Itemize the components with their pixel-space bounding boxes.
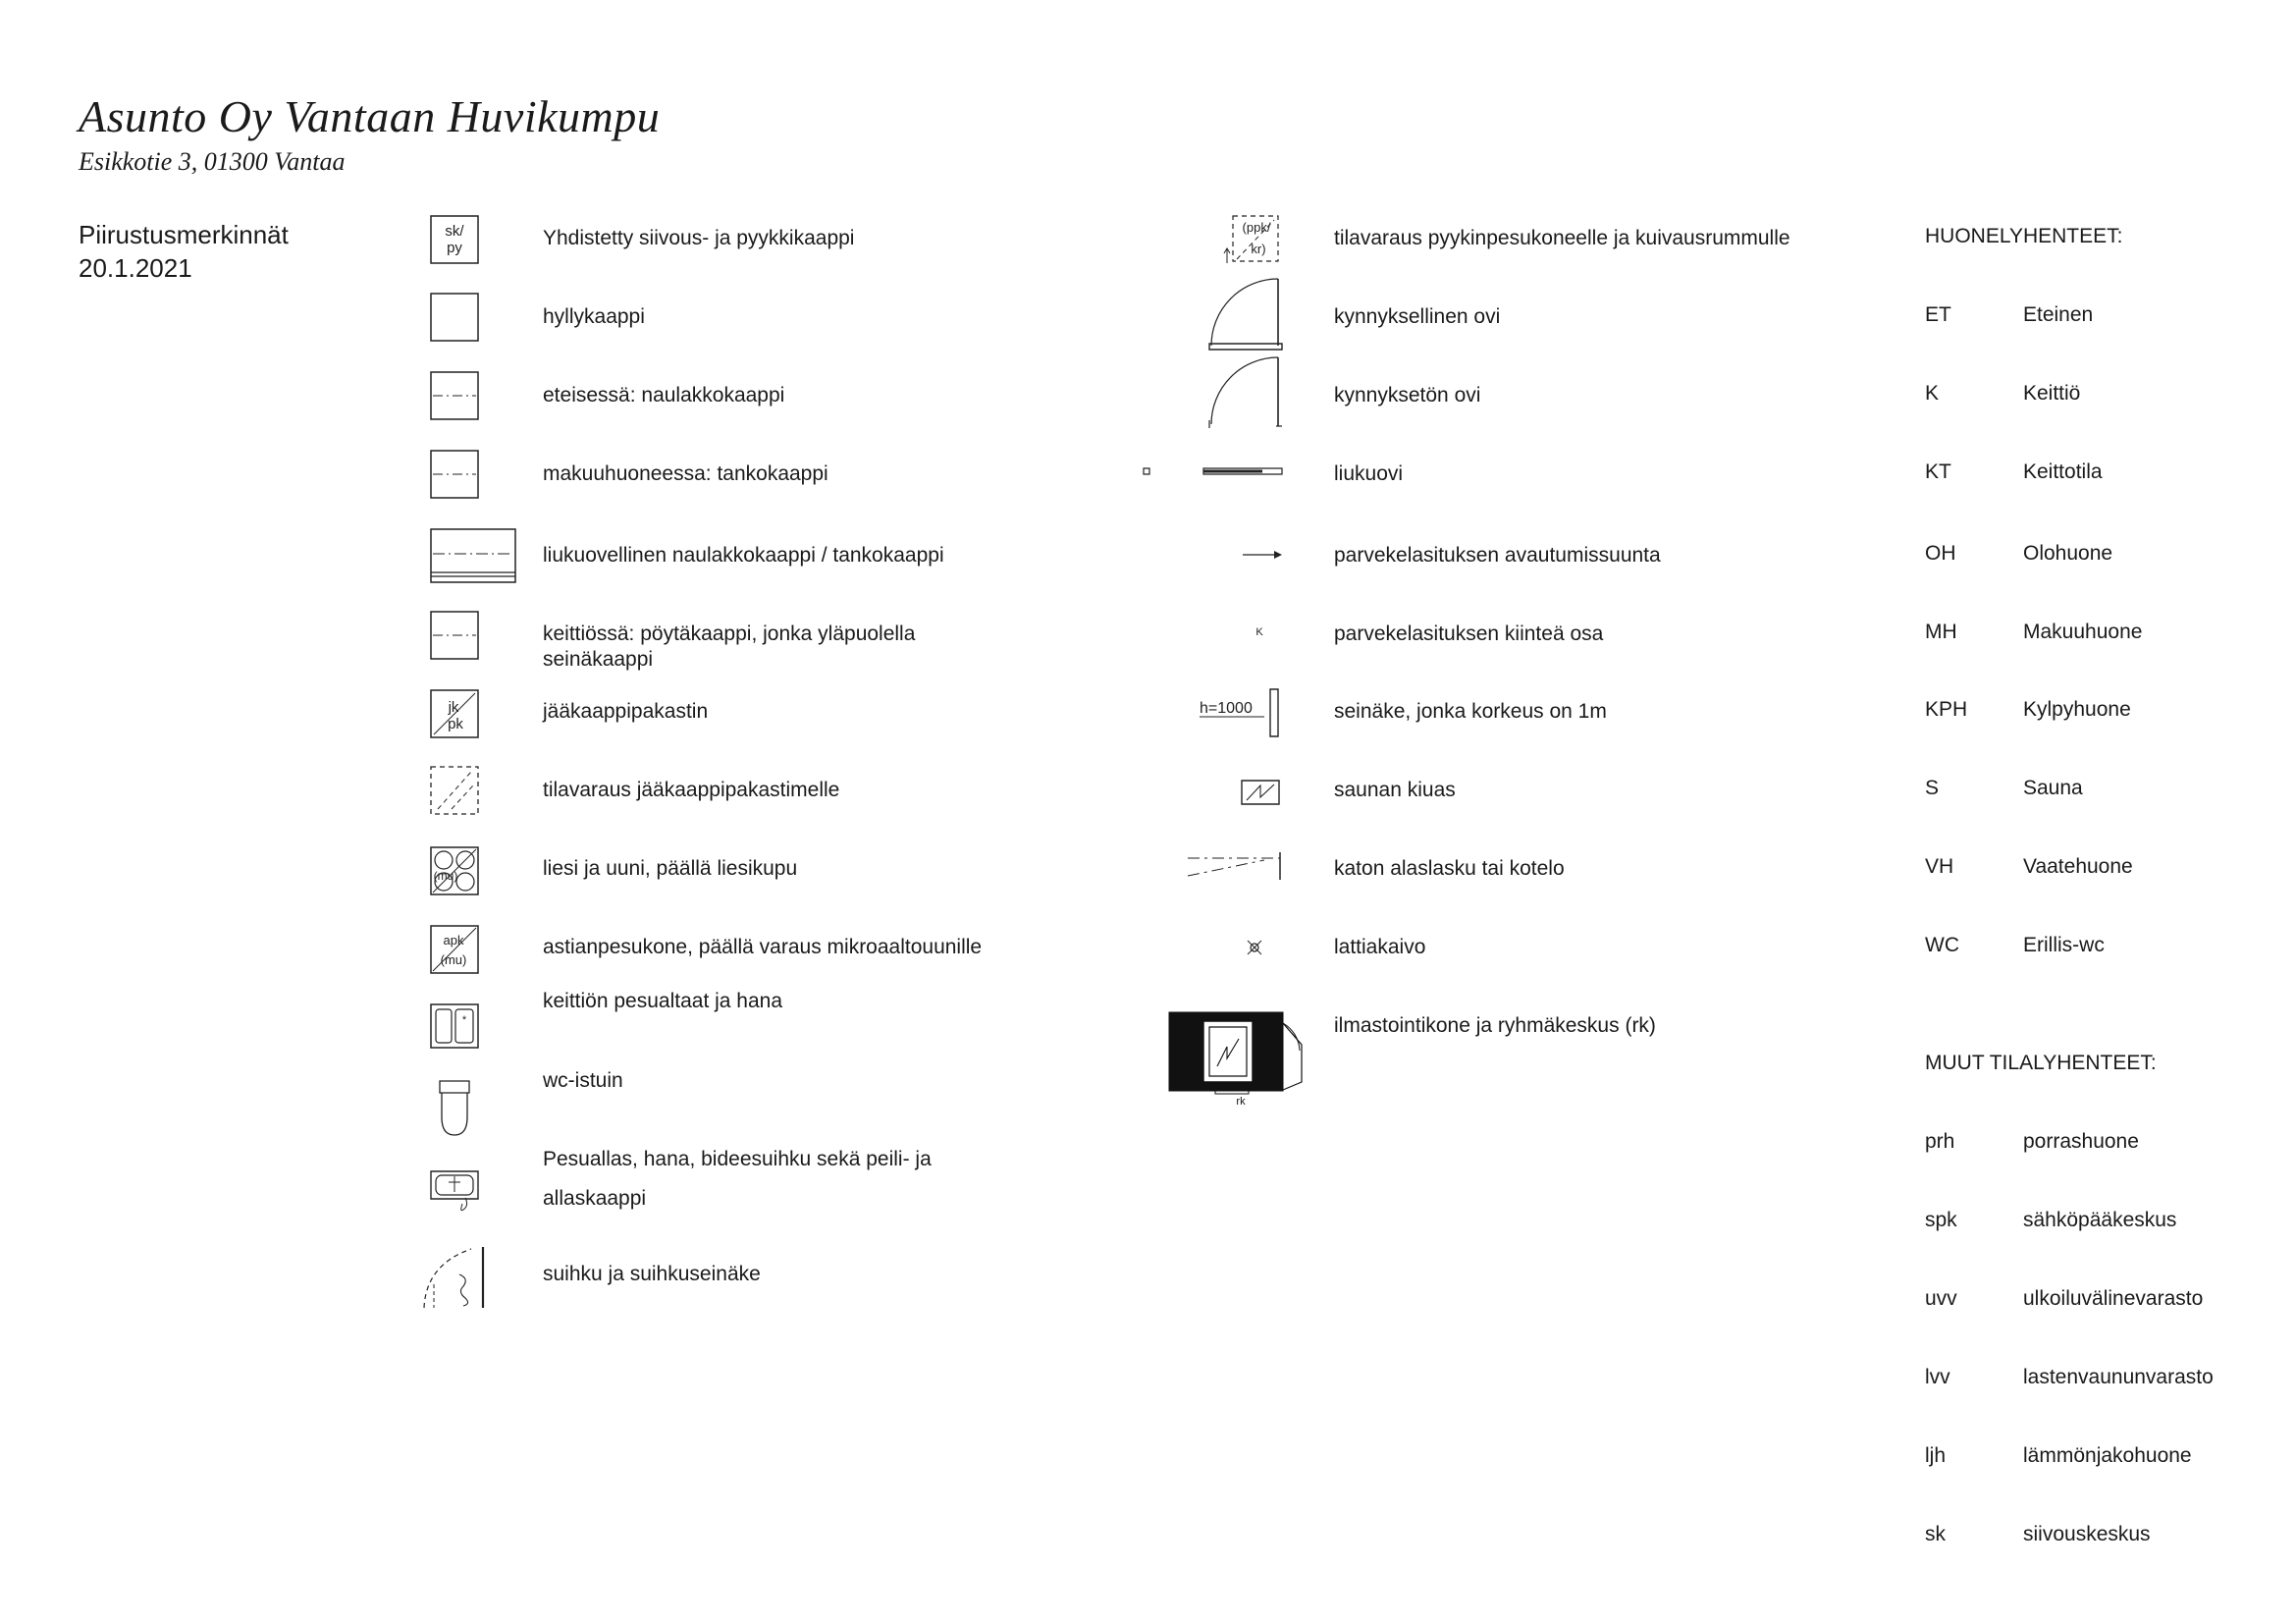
space-abbr: prh <box>1925 1130 1955 1153</box>
document-type: Piirustusmerkinnät <box>79 220 289 249</box>
symbol-label: seinäke, jonka korkeus on 1m <box>1334 700 1607 723</box>
svg-text:pk: pk <box>448 716 463 732</box>
svg-text:kr): kr) <box>1251 242 1266 256</box>
space-abbr: uvv <box>1925 1287 1957 1310</box>
svg-text:apk: apk <box>443 933 464 947</box>
room-abbr: ET <box>1925 303 1951 326</box>
fridge-space-reservation-icon <box>430 766 479 815</box>
symbol-label: wc-istuin <box>543 1069 623 1092</box>
symbol-label: lattiakaivo <box>1334 936 1426 958</box>
svg-text:sk/: sk/ <box>445 223 464 240</box>
symbol-label: parvekelasituksen kiinteä osa <box>1334 623 1604 645</box>
room-abbr: K <box>1925 382 1940 405</box>
svg-text:py: py <box>447 240 462 256</box>
symbol-label: ilmastointikone ja ryhmäkeskus (rk) <box>1334 1014 1656 1037</box>
symbol-label-line2: allaskaappi <box>543 1187 647 1210</box>
symbol-label: eteisessä: naulakkokaappi <box>543 384 785 406</box>
svg-text:(ppk/: (ppk/ <box>1242 220 1271 235</box>
room-name: Kylpyhuone <box>2023 698 2131 721</box>
sliding-door-icon <box>1143 463 1286 479</box>
space-name: siivouskeskus <box>2023 1523 2151 1545</box>
symbol-label: makuuhuoneessa: tankokaappi <box>543 462 828 485</box>
stove-oven-icon <box>430 846 479 895</box>
washer-dryer-space-icon <box>1223 214 1282 265</box>
fixed-glazing-icon <box>1253 624 1266 638</box>
space-name: porrashuone <box>2023 1130 2139 1153</box>
space-name: lastenvaununvarasto <box>2023 1366 2214 1388</box>
floor-drain-icon <box>1245 938 1264 957</box>
room-name: Vaatehuone <box>2023 855 2133 878</box>
coat-cabinet-icon <box>430 371 479 420</box>
space-name: sähköpääkeskus <box>2023 1209 2177 1231</box>
space-name: lämmönjakohuone <box>2023 1444 2192 1467</box>
symbol-label: hyllykaappi <box>543 305 645 328</box>
other-abbreviations-heading: MUUT TILALYHENTEET: <box>1925 1052 2157 1074</box>
room-abbr: KT <box>1925 460 1951 483</box>
room-name: Makuuhuone <box>2023 621 2143 643</box>
kitchen-cabinet-icon <box>430 611 479 660</box>
fridge-freezer-icon <box>430 689 479 738</box>
toilet-icon <box>439 1080 470 1137</box>
dishwasher-icon <box>430 925 479 974</box>
symbol-label: liesi ja uuni, päällä liesikupu <box>543 857 798 880</box>
space-abbr: ljh <box>1925 1444 1947 1467</box>
room-name: Olohuone <box>2023 542 2113 565</box>
space-abbr: lvv <box>1925 1366 1950 1388</box>
svg-text:jk: jk <box>448 699 459 716</box>
symbol-label: katon alaslasku tai kotelo <box>1334 857 1565 880</box>
symbol-label: tilavaraus jääkaappipakastimelle <box>543 779 840 801</box>
room-abbr: OH <box>1925 542 1956 565</box>
room-abbr: MH <box>1925 621 1957 643</box>
svg-text:h=1000: h=1000 <box>1200 700 1253 717</box>
symbol-label-line2: seinäkaappi <box>543 648 654 671</box>
symbol-label: jääkaappipakastin <box>543 700 709 723</box>
symbol-label: saunan kiuas <box>1334 779 1456 801</box>
door-without-threshold-icon <box>1205 355 1284 430</box>
sliding-door-cabinet-icon <box>430 528 516 583</box>
project-address: Esikkotie 3, 01300 Vantaa <box>79 147 346 176</box>
symbol-label: liukuovi <box>1334 462 1404 485</box>
room-name: Sauna <box>2023 777 2083 799</box>
symbol-label: kynnyksetön ovi <box>1334 384 1481 406</box>
ceiling-drop-icon <box>1186 848 1284 882</box>
space-name: ulkoiluvälinevarasto <box>2023 1287 2204 1310</box>
symbol-label: keittiön pesualtaat ja hana <box>543 990 783 1012</box>
symbol-label: suihku ja suihkuseinäke <box>543 1263 761 1285</box>
symbol-label: keittiössä: pöytäkaappi, jonka yläpuolella <box>543 623 916 645</box>
room-abbr: WC <box>1925 934 1959 956</box>
symbol-label: astianpesukone, päällä varaus mikroaaltouunille <box>543 936 983 958</box>
svg-text:K: K <box>1255 626 1263 638</box>
door-with-threshold-icon <box>1205 277 1284 352</box>
symbol-label: parvekelasituksen avautumissuunta <box>1334 544 1661 567</box>
room-name: Eteinen <box>2023 303 2094 326</box>
low-wall-icon <box>1200 687 1286 738</box>
arrow-icon <box>1243 549 1284 561</box>
space-abbr: sk <box>1925 1523 1946 1545</box>
project-title: Asunto Oy Vantaan Huvikumpu <box>79 91 661 141</box>
rod-cabinet-icon <box>430 450 479 499</box>
svg-text:(mu): (mu) <box>433 869 458 883</box>
cleaning-laundry-cabinet-icon <box>430 215 479 264</box>
room-name: Erillis-wc <box>2023 934 2105 956</box>
ventilation-unit-icon <box>1168 1011 1311 1106</box>
room-abbr: VH <box>1925 855 1954 878</box>
shelf-cabinet-icon <box>430 293 479 342</box>
shower-icon <box>420 1245 489 1310</box>
space-abbr: spk <box>1925 1209 1957 1231</box>
room-name: Keittiö <box>2023 382 2081 405</box>
room-abbr: S <box>1925 777 1940 799</box>
document-date: 20.1.2021 <box>79 253 192 283</box>
symbol-label: tilavaraus pyykinpesukoneelle ja kuivausrummulle <box>1334 227 1790 249</box>
kitchen-sink-icon <box>430 1003 479 1049</box>
svg-text:(mu): (mu) <box>440 952 467 967</box>
symbol-label: Yhdistetty siivous- ja pyykkikaappi <box>543 227 855 249</box>
symbol-label: kynnyksellinen ovi <box>1334 305 1501 328</box>
svg-text:rk: rk <box>1236 1096 1246 1108</box>
room-name: Keittotila <box>2023 460 2103 483</box>
symbol-label: liukuovellinen naulakkokaappi / tankokaappi <box>543 544 944 567</box>
washbasin-icon <box>430 1170 481 1214</box>
sauna-stove-icon <box>1241 780 1282 807</box>
symbol-label: Pesuallas, hana, bideesuihku sekä peili- ja <box>543 1148 932 1170</box>
svg-text:*: * <box>461 1014 467 1026</box>
room-abbr: KPH <box>1925 698 1968 721</box>
room-abbreviations-heading: HUONELYHENTEET: <box>1925 225 2123 247</box>
